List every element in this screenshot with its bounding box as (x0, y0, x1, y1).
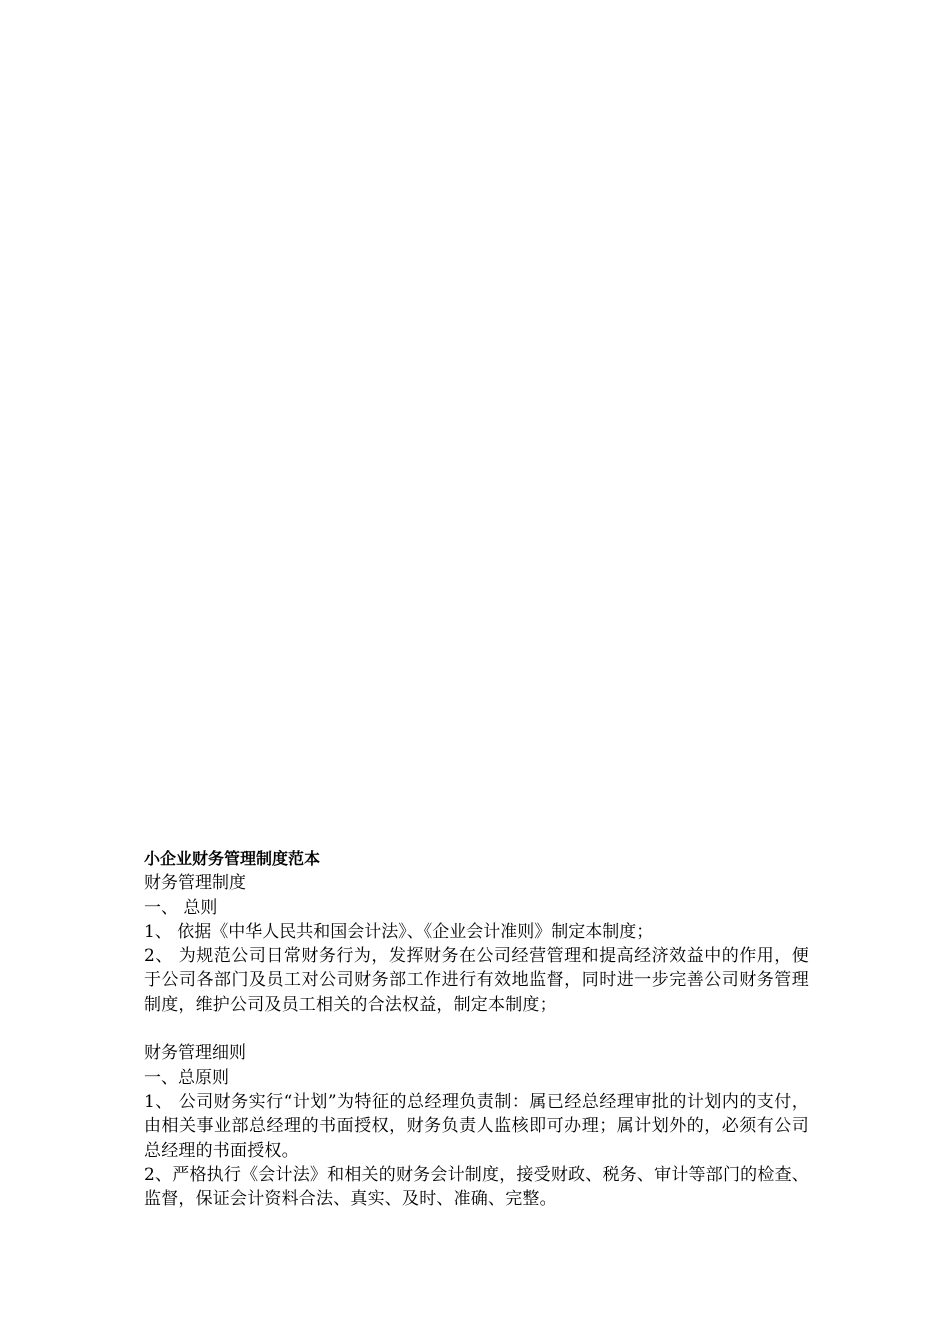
paragraph-item-2: 2、 为规范公司日常财务行为，发挥财务在公司经营管理和提高经济效益中的作用，便于公司各部门及员工对公司财务部工作进行有效地监督，同时进一步完善公司财务管理制度，维护公司及员工相关的合法权益，制定本制度； (144, 946, 809, 1015)
paragraph-item-1: 1、 依据《中华人民共和国会计法》、《企业会计准则》制定本制度； (144, 921, 654, 942)
section-heading-management-rules: 财务管理细则 (144, 1043, 246, 1064)
paragraph-rule-1: 1、 公司财务实行“计划”为特征的总经理负责制：属已经总经理审批的计划内的支付，由相关事业部总经理的书面授权，财务负责人监核即可办理；属计划外的，必须有公司总经理的书面授权。 (144, 1091, 809, 1161)
subheading-general-provisions: 一、 总则 (144, 897, 218, 918)
blank-line (144, 1017, 809, 1041)
subheading-general-principles: 一、总原则 (144, 1067, 229, 1088)
document-title: 小企业财务管理制度范本 (144, 849, 321, 868)
document-body (144, 847, 809, 1211)
section-heading-management-system: 财务管理制度 (144, 873, 246, 894)
paragraph-rule-2: 2、严格执行《会计法》和相关的财务会计制度，接受财政、税务、审计等部门的检查、监督，保证会计资料合法、真实、及时、准确、完整。 (144, 1164, 809, 1210)
